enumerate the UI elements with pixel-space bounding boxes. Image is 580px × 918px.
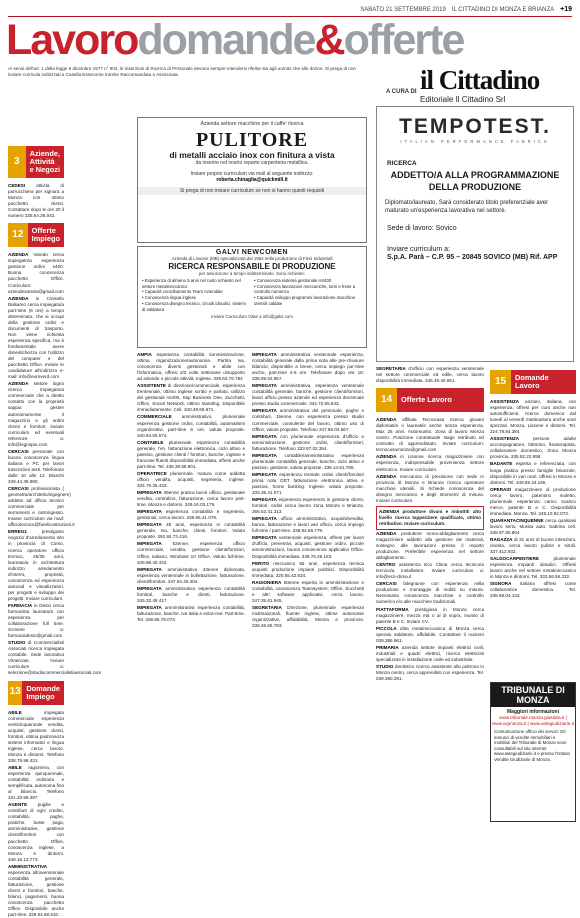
- list-item: IMPIEGATA con pluriennale esperienza d'ufficio e amministrazione, gestione ordini, clienti/fornitori, fatturazione. Telefono 333.97.02.354.: [252, 433, 364, 451]
- list-item: SALDOCARPENTIERE pluriennale esperienza impianti idraulici. Offresi lavoro anche nel settore metalmeccanico in Monza e dintorni. Tel. 333.56.56.332.: [490, 556, 576, 580]
- list-item: STUDIO di Commercialisti Associati ricerca impiegata contabile. Sede lavorativa Vimercate. Inviare curriculum a: selezione@studiocommercialistiassociati.com: [8, 640, 102, 676]
- paper-name: IL CITTADINO DI MONZA E BRIANZA: [451, 6, 555, 13]
- list-item: SEGRETARIA d'ufficio con esperienza ventennale nel settore commerciale ed edile, cerca lavoro disponibilità immediata. 345.49.40.661.: [376, 366, 484, 384]
- issue-date: SABATO 21 SETTEMBRE 2019: [360, 6, 446, 13]
- list-item: AZIENDA settore logno ricerca impiegato/a commerciale che a diretto contatto con la proprietà sappia gestire autonomamente il magazzino e gli ordini clienti e fornitori; inviare curriculum ed eventuali referenze a: info@legnopiu.com: [8, 381, 64, 447]
- curated-by-label: A CURA DI: [386, 89, 417, 95]
- list-item: PRIMARIA azienda settore impianti elettrici civili, industriali e quadri elettrici, ricerca elettricisti specializzati in installazione civile ed industriale.: [376, 644, 484, 662]
- list-item: FARMACIA in Desio cerca farmacista laureato/a con esperienza per collaborazione full time. Scrivere a: farmaciadesio@gmail.com: [8, 602, 64, 639]
- list-item: AZIENDA Varedo cerca impiegato/a esperienza gestione ordini s400. Buona conoscenza pacchetto Office. Curriculum: aziendevaredo@gmail.com: [8, 252, 64, 294]
- list-item: SIGNORA italiana offresi come collaboratrice domestica. Tel. 338.69.04.133.: [490, 581, 576, 599]
- list-item: PICCOLA ditta metalmeccanica di Monza cerca operaio saldatore, affidabile. Contattare il numero 039.386.961.: [376, 625, 484, 643]
- list-item: AZIENDA produttore mono-abbigliamento cerca magazziniere addetto alla gestione dei materiali, sostegno alle lavorazioni presso il reparto produzione. Preferibile esperienza nel settore abbigliamento.: [376, 530, 484, 561]
- list-item: AZIENDA affiliata Tecnocasa ricerca giovani diplomati/e o laureati/e anche senza esperienza. Max 26 anni. Automunito. Zona di lavoro Monza centro. Posizione contrattuale stage retribuito ed contratto di apprendistato. Inviare curriculum: tecnocasamonza@gmail.com: [376, 417, 484, 453]
- list-item: • Conoscenza sistema gestionale AS400: [254, 278, 362, 284]
- list-item: IMPIEGATA 48 anni, esperienza in contabilità generale, Iva, banche, clienti, fornitori. Valuto proposte. 392.84.73.416.: [137, 522, 245, 540]
- list-item: RAGAZZA di 31 anni di buone intenzioni, onesta, cerca lavoro pulizie e simili. 337.412.932.: [490, 537, 576, 555]
- list-item: IMPIEGATA esperienza trentale ordini clienti/fornitori prima nota DDT fatturazione elettronica attiva e passiva, home banking. Inglese, valuta proposte. 333.35.41.071.: [252, 471, 364, 496]
- list-item: IMPIEGATA ventennale esperienza, offresi per lavori d'ufficio, preventivi, acquisti, gestione ordini, piccole amministrazioni, buona conoscenza applicativi Office. Disponibilità immediata. 348.76.49.183.: [252, 535, 364, 559]
- list-item: CEDESI attività di parrucchiera per signora a Monza con ottimo pacchetto clienti. Contattare dopo le ore 20 il numero 335.64.36.043.: [8, 183, 64, 219]
- galvi-ad: GALVI NEWCOMEN Azienda di Lissone (MB) specializzata dal 1962 nella produzione di Fieni Industriali RICERCA RESPONSABILE DI PRODUZIONE per assunzione a tempo indeterminato. Sono richieste: • Esperienza di almeno 5 anni nel ruolo richiesto nel settore metalmeccanico • Capacità coordinamento Team Aziendale • Conoscenza lingua inglese • Conoscenza disegno tecnico, circuiti idraulici, sistemi di saldatura • Conoscenza sistema gestionale AS400 • Conoscenza lavorazioni meccaniche, torni e frese a controllo numerico • Capacità sviluppo programmi lavorazione macchine utensili caldaie Inviare Curriculum Vitae a info@galvi.com: [137, 246, 367, 348]
- list-item: ABILE ragioniera, con esperienza quinquennale, contabilità ordinaria e semplificata, autonoma fino al bilancio. Telefono 331.20.58.397: [8, 764, 64, 801]
- list-item: BADANTE esperta e referenziata, con lunga pratica presso famiglie brianzole, disponibile in vari orari, offresi in Monza e dintorni. Tel. 349.65.34.166.: [490, 461, 576, 485]
- list-item: IMPIEGATA amministrativa ventennale esperienza, contabilità generale dalla prima nota alle pre-chiusure bilancio, disponibile a breve, cerca impiego pur-time anche, part-time 4-6 ore. Telefonare dopo ore 16: 338.89.53.857.: [252, 352, 364, 382]
- column-6: [490, 366, 576, 678]
- list-item: IMPIEGATA amministrativa, esperienza ventennale contabilità generale, banche, gestione clienti/fornitori, lavori ufficio presso aziende ed esperienza decennale presso studio commerciale. 334.72.65.843.: [252, 383, 364, 407]
- column-3: [137, 352, 245, 822]
- column-1: [8, 142, 102, 918]
- section-15-header: 15 Domande Lavoro: [490, 370, 576, 394]
- requirements-list: [254, 278, 362, 312]
- highlight-ad: AZIENDA produttore divani e imbottiti alto livello ricerca tappezziere qualificato, ottimo retributivo. Inviare curriculum.: [376, 506, 484, 530]
- list-item: CERCASI personale con buona conoscenza lingua italiana e PC per lavori trascrizioni testi. Telefonare dalle 10 alle 12. Bianchi 349.44.39.880.: [8, 448, 64, 485]
- list-item: CONTABILE pluriennale esperienza contabilità generale, IVA, fatturazione elettronica, ciclo attivo e passivo, gestione clienti / fornitori, banche, inglese e francese fluenti disponibilità immediata, offresi anche part-time. Tel. 338.39.68.601.: [137, 439, 245, 469]
- ad-headline: PULITORE: [195, 129, 309, 151]
- publisher-name: Editoriale Il Cittadino Srl: [420, 95, 506, 104]
- tribunale-box: TRIBUNALE DI MONZA Maggiori informazioni www.tribunale.monza.giustizia.it | www.ivgmonza.it | www.astegiudiziarie.it Comunicazione ufficio dei servizi: Gli annunci di vendite immobiliari e mobiliari del Tribunale di Monza sono consultabili sul sito internet www.astegiudiziarie.it e presso l'Istituto Vendite Giudiziarie di Monza.: [490, 682, 576, 822]
- section-12-header: 12 Offerte Impiego: [8, 223, 64, 247]
- publisher-logo: il Cittadino: [420, 65, 540, 95]
- list-item: IMPIEGATA amministrativa esperienza contabilità, fatturazione, banche. Iva italia e extra-cee. Part-time. Tel. 338.65.79.073.: [137, 604, 245, 622]
- list-item: AZIENDA in Cinisello Balsamo cerca impiegato/a part-time (6 ore) a tempo determinato, che si occupi della gestione ordini e documenti di trasporto. Non viene richiesta esperienza specifica, ma è fondamentale avere dimestichezza con l'utilizzo del computer e del pacchetto Office. Inviare le candidature all'indirizzo e-mail: info@euroverd.com: [8, 295, 64, 380]
- list-item: SEGRETARIA Direzione, pluriennale esperienza multinazionali, fluente inglese, ottime autonomie organizzative, affidabilità, Monza e provincia. 339.45.65.783.: [252, 604, 364, 629]
- contact-line: Inviare Curriculum Vitae a info@galvi.com: [211, 314, 293, 320]
- list-item: • Conoscenza lingua inglese: [142, 295, 250, 301]
- list-item: COMMERCIALE amministrativo, pluriennale esperienza gestione ordini, contabilità, automatismi organizzativi, part-time 6 ore, valuta proposte. 340.84.50.574.: [137, 414, 245, 438]
- section-masthead: Lavorodomande&offerte: [6, 16, 464, 64]
- contact-address: S.p.A. Parà – C.P. 95 – 20845 SOVICO (MB) Rif. APP: [387, 254, 558, 262]
- list-item: ASSISTENZA anziani, italiana, con esperienza, offresi per curo anche non autosufficienti, ricerca domenica dal lunedì al venerdì mattina/sera anche orari spezzati. Monza, Lissone e dintorni. Tel. 324.78.84.384.: [490, 399, 576, 435]
- list-item: IMPIEGATA amministrativa 43enne diplomata, esperienza ventennale in bollettazione, fatturazione, clienti/fornitori. 347.94.40.404.: [137, 566, 245, 584]
- top-bar: [8, 5, 572, 14]
- column-5: [376, 366, 484, 822]
- list-item: AZIENDA meccanica di precisione con sede in provincia di Monza e Brianza ricerca operatore macchine utensili. Si richiede conoscenza del disegno meccanico e degli strumenti di misura. Inviare curriculum.: [376, 473, 484, 503]
- list-item: IMPIEGATA amministrativa del personale, paghe e contributi, 15enne, con esperienza presso studio commerciale, consulente del lavoro, ottimo uso di Office, valuta proposte. Telefono 347.85.04.667.: [252, 408, 364, 432]
- list-item: IMPIEGATA 39enne pratica lavori ufficio, gestionale vendita, centralino, fatturazione, cerca lavoro part-time. Monza e dintorni. 349.16.03.179.: [137, 490, 245, 508]
- legal-notice: Ai sensi dell'art. 1 della legge 9 dicembre 1977 n° 903, le inserzioni di Ricerca di Personale devono sempre intendersi riferite sia agli uomini che alle donne. Si prega di non inviare curricula indirizzati a Casella Essecome tramite Raccomandata o Assicurata.: [8, 66, 356, 77]
- tribunale-links[interactable]: www.tribunale.monza.giustizia.it | www.ivgmonza.it | www.astegiudiziarie.it: [492, 715, 574, 726]
- list-item: STUDIO dentistico ricerca assistente alla poltrona in Monza centro, cerca apprendisti con esperienza. Tel. 039.360.291.: [376, 663, 484, 682]
- list-item: CERCASI professionista ( geometra/architetto/ingegnere) addetto ad ufficio tecnico commerciale per serramenti e cartongesso. Inviare curriculum via mail: ufficiotecnico@farelicostruzioni.it: [8, 486, 75, 528]
- list-item: PERITO meccanico 55 anni, esperienza tecnica acquisti produzione impianti pubblici. Disponibilità immediata. 320.55.42.834.: [252, 560, 364, 578]
- requirements-list: [142, 278, 250, 312]
- list-item: AMPIA esperienza contabilità /amministrazione, ottima organizzazione/autonomia. Partita Iva, conoscenza diversi gestionali e abile con l'informatica, offresi 2/3 volte settimane o/supporto ad aziende o piccole attività. Inglese. 339.62.76.784: [137, 352, 245, 382]
- list-item: • Conoscenza disegno tecnico, circuiti idraulici, sistemi di saldatura: [142, 301, 250, 312]
- tempotest-logo: TEMPOTEST.: [399, 115, 551, 138]
- contact-email[interactable]: roberta.chinaglia@quickmill.it: [216, 177, 288, 183]
- list-item: • Esperienza di almeno 5 anni nel ruolo richiesto nel settore metalmeccanico: [142, 278, 250, 289]
- list-item: AZIENDA in Lissone ricerca magazziniere con esperienza, indispensabile provenienza settore elettronico. Inviare curriculum.: [376, 454, 484, 472]
- list-item: IMPIEGATA contabile/amministrativa esperienza pluriennale contabilità generale, banche, ciclo attivo e passivo, gestione, valuta proposte. 338.14.51.785.: [252, 452, 364, 470]
- list-item: OPERATRICE pluriennale, matura come addetta ufficio vendita, acquisti, segreteria, inglese. 334.76.35.433.: [137, 470, 245, 488]
- tempotest-ad: TEMPOTEST. ITALIAN PERFORMANCE FABRICS RICERCA ADDETTO/A ALLA PROGRAMMAZIONE DELLA PRODUZIONE Diplomato/laureato, Sarà considerato titolo preferenziale aver maturato un'esperienza lavorativa nel settore. Sede di lavoro: Sovico Inviare curriculum a: S.p.A. Parà – C.P. 95 – 20845 SOVICO (MB) Rif. APP: [376, 106, 574, 362]
- section-3-header: 3 Aziende, Attività e Negozi: [8, 146, 64, 178]
- list-item: OPERAIO magazziniere di produzione cerca lavoro, patentino muletto, pluriennale esperienza carico scarico merce, patente B e C. Disponibilità immediata. Monza. Tel. 349.10.92.073.: [490, 486, 576, 516]
- list-item: RAGIONIERA 50enne esperta in amministrazione e contabilità, conoscenza Teamsystem, Office, Zucchetti e altri software applicativi, cerca lavoro. 347.35.61.945.: [252, 579, 364, 603]
- list-item: CENTRO assistenza Eco Clima cerca tecnico/a tecnico/a installatore. Inviare curriculum a: info@eco-clima.it: [376, 562, 484, 580]
- list-item: IMPIEGATA amministrativa esperienza contabilità fornitori, banche e clienti, fatturazione. 345.32.48.417.: [137, 585, 245, 603]
- ad-headline: ADDETTO/A ALLA PROGRAMMAZIONE DELLA PRODUZIONE: [390, 170, 560, 192]
- ad-headline: RICERCA RESPONSABILE DI PRODUZIONE: [168, 262, 336, 271]
- pulitore-ad: Azienda settore macchine per il caffe' ricerca PULITORE di metalli acciaio inox con finitura a vista da inserire nel nostro reparto carpenteria metallica. Inviare proprio curriculum via mail al seguente indirizzo: roberta.chinaglia@quickmill.it Si prega di non inviare curriculum se non si hanno questi requisiti: [137, 117, 367, 243]
- list-item: ERREG1 prestigioso negozio d'arredamento sito in provincia di Como, ricerca operatore ufficio tecnico, 25/35 anni, laureato/a in architettura indirizzo arredamento d'interni, proprietà, conoscenza ed esperienza autocad e visualizzatori, per progetti e sviluppo dei progetti. Inviare curriculum.: [8, 529, 64, 601]
- list-item: • Capacità sviluppo programmi lavorazione macchine utensili caldaie: [254, 295, 362, 306]
- section-14-header: 14 Offerte Lavoro: [376, 388, 484, 412]
- list-item: IMPIEGATA ufficio amministrativo, acquisti/vendita, banca, fatturazione e lavori vari ufficio, cerca impiego full-time / part-time. 338.94.56.779.: [252, 516, 364, 534]
- list-item: • Conoscenza lavorazioni meccaniche, torni e frese a controllo numerico: [254, 284, 362, 295]
- list-item: QUARANTACINQUENNE cerca qualsiasi lavoro serio. Munita auto. Sabrina cell. 338.97.80.804.: [490, 517, 576, 535]
- list-item: AMMINISTRATIVA esperienza ultraventennale contabilità generale, fatturazione, gestione clienti e fornitori, banche, bilanci, pagamenti, buona conoscenza pacchetto Office. Disponibile anche part-time. 329.54.88.910.: [8, 863, 64, 918]
- list-item: ASSISTENZA persone adulte accompagnatore, fattorino, fisioterapista, collaboratore domestico, Zona Monza provincia. 335.52.22.858.: [490, 436, 576, 460]
- section-13-header: 13 Domande Impiego: [8, 681, 64, 705]
- list-item: • Capacità coordinamento Team Aziendale: [142, 289, 250, 295]
- list-item: ABILE impiegata commerciale esperienza venticinquennale vendita, acquisti, gestione clienti, fornitori, ottima padronanza sistemi informatici e lingua inglese, cerca lavoro. Monza e dintorni. Telefono 338.79.96.431.: [8, 709, 64, 763]
- list-item: AGENTE pugilie e contributi di ogni credito, contabilità, paghe, pratiche, buste paga, amministrative, gestione clienti/fornitori con pacchetto Office, conoscenza inglese, a Monza e dintorni. 348.16.13.773.: [8, 802, 64, 862]
- page-number: +19: [560, 6, 572, 13]
- list-item: CERCASI falegname con esperienza nella produzione e montaggio di mobili su misura. Necessaria conoscenza macchine e controllo numerico e/o alle macchine tradizionali.: [376, 581, 484, 605]
- tribunale-title: TRIBUNALE DI MONZA: [491, 683, 575, 707]
- list-item: ASSISTENTE di direzione/commerciale, esperienza trentennale, ottimo inglese scritto e parlato, utilizzo dei gestionali As400, Sap Business One, Zucchetti, Office, Social Network, ottimo standing. Disponibile immediatamente. Cell. 340.49.69.671.: [137, 383, 245, 413]
- list-item: IMPIEGATA esperienza esperienze in gestione clienti, fornitori, ordini cerca lavoro zona Monza e Brianza. 366.53.41.313.: [252, 497, 364, 515]
- list-item: PIATTAFORMA prestigiosa in Monza cerca magazziniere, mezza età o al di sopra, munito di patente B e C. Inviare CV.: [376, 606, 484, 624]
- list-item: IMPIEGATA 52enne, esperienza ufficio commerciale, vendita, gestione clienti/fornitori, Office, italiano, Windows 10 Office. Valuto full-time. 349.98.40.432.: [137, 541, 245, 565]
- list-item: IMPIEGATA esperienza contabilità e segreteria, gestionali, cerca lavoro. 339.65.41.079.: [137, 509, 245, 521]
- column-4: [252, 352, 364, 822]
